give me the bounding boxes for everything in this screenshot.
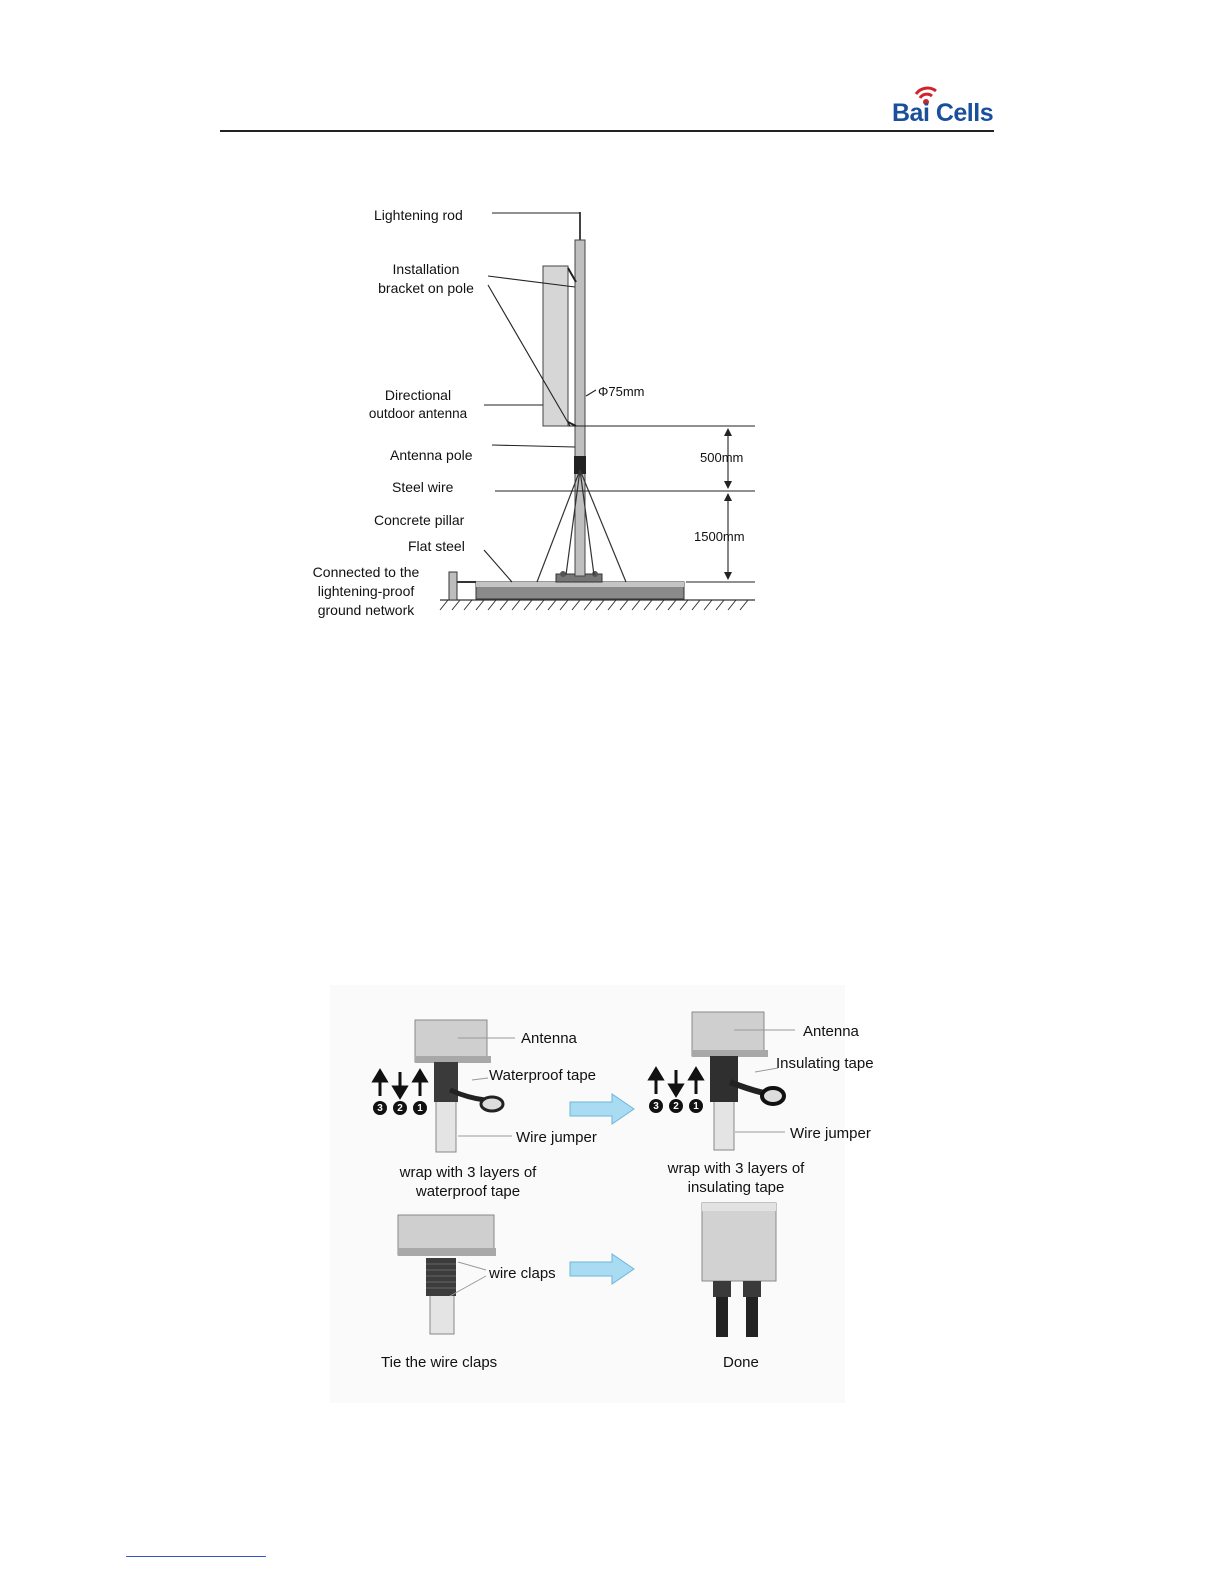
label-flat-steel: Flat steel — [408, 538, 465, 554]
step1-caption-line2: waterproof tape — [415, 1183, 521, 1200]
label-ground-line1: Connected to the — [312, 564, 420, 580]
label-dim-500: 500mm — [700, 450, 744, 465]
label-ground-line3: ground network — [317, 602, 415, 618]
step3-claps-label: wire claps — [489, 1265, 556, 1282]
step1-order-3: 3 — [377, 1103, 383, 1114]
antenna-box — [415, 1020, 487, 1062]
step2-caption-line1: wrap with 3 layers of — [667, 1160, 805, 1177]
tape-roll — [481, 1097, 503, 1111]
footer-link-underline — [126, 1556, 266, 1557]
label-lightening-rod: Lightening rod — [374, 207, 463, 223]
label-bracket-line1: Installation — [392, 261, 460, 277]
label-antenna-pole: Antenna pole — [390, 447, 473, 463]
label-antenna-line1: Directional — [384, 387, 452, 403]
label-concrete-pillar: Concrete pillar — [374, 512, 465, 528]
step2-antenna-label: Antenna — [803, 1023, 859, 1040]
step1-caption-line1: wrap with 3 layers of — [399, 1164, 537, 1181]
step1-antenna-label: Antenna — [521, 1030, 577, 1047]
step2-tape-label: Insulating tape — [776, 1055, 874, 1072]
label-antenna-line2: outdoor antenna — [368, 406, 468, 421]
step4-caption: Done — [723, 1354, 759, 1371]
step2-order-2: 2 — [673, 1101, 679, 1112]
step2-order-3: 3 — [653, 1101, 659, 1112]
step1-order-2: 2 — [397, 1103, 403, 1114]
logo-text: Bai Cells — [892, 99, 994, 127]
step1-order-1: 1 — [417, 1103, 423, 1114]
label-dim-1500: 1500mm — [694, 529, 745, 544]
step2-caption-line2: insulating tape — [687, 1179, 785, 1196]
step3-caption: Tie the wire claps — [381, 1354, 498, 1371]
step1-jumper-label: Wire jumper — [516, 1129, 597, 1146]
step2-order-1: 1 — [693, 1101, 699, 1112]
label-bracket-line2: bracket on pole — [378, 280, 474, 296]
step1-tape-label: Waterproof tape — [489, 1067, 596, 1084]
label-steel-wire: Steel wire — [392, 479, 454, 495]
label-ground-line2: lightening-proof — [317, 583, 415, 599]
step2-jumper-label: Wire jumper — [790, 1125, 871, 1142]
label-diameter: Φ75mm — [598, 384, 645, 399]
